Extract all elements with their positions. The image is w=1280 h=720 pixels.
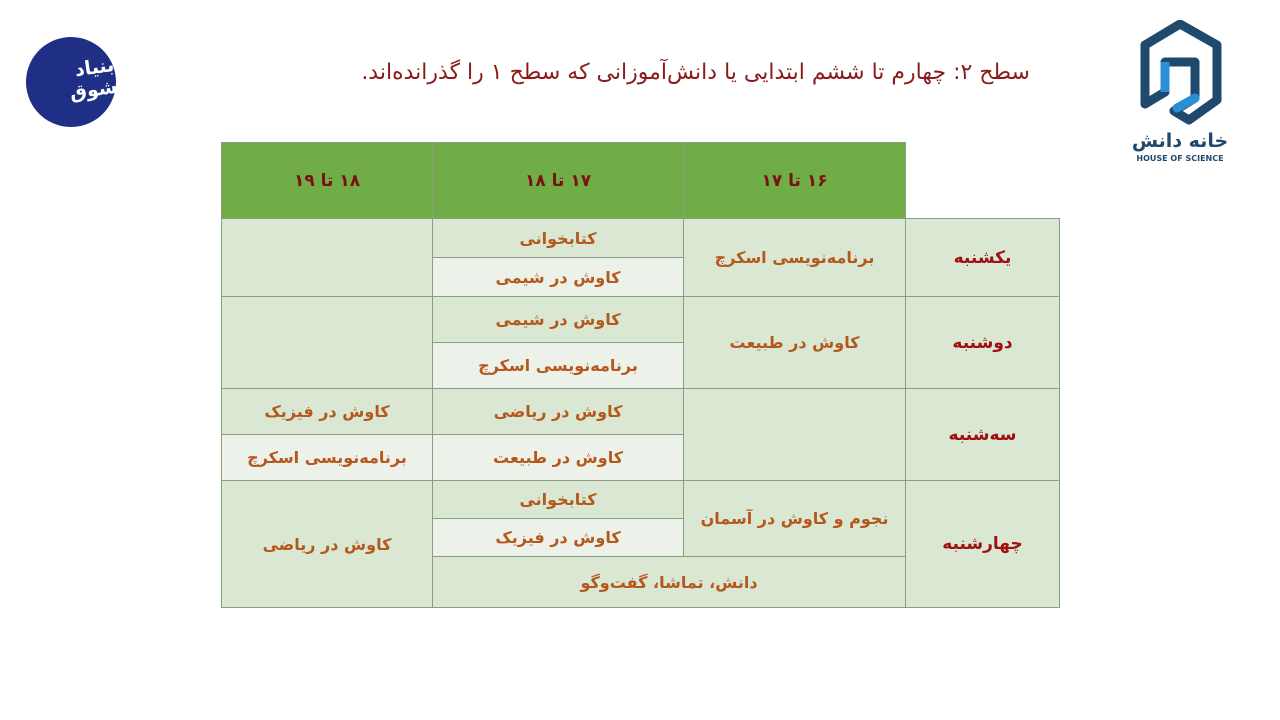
time-header-16-17: ۱۶ تا ۱۷	[683, 142, 906, 219]
bonyad-logo-text: بنیاد شوق	[68, 53, 119, 105]
tuesday-slot3b: برنامه‌نویسی اسکرچ	[221, 434, 433, 481]
day-wednesday: چهارشنبه	[905, 480, 1060, 608]
time-header-17-18: ۱۷ تا ۱۸	[432, 142, 684, 219]
corner-cell	[905, 142, 1059, 218]
logo-english-text: HOUSE OF SCIENCE	[1136, 154, 1224, 163]
tuesday-slot2a: کاوش در ریاضی	[432, 388, 684, 435]
house-icon	[1137, 20, 1223, 128]
schedule-table	[221, 142, 1059, 607]
sunday-slot3-empty	[221, 218, 433, 297]
tuesday-slot2b: کاوش در طبیعت	[432, 434, 684, 481]
bonyad-logo	[20, 31, 122, 133]
monday-slot1: کاوش در طبیعت	[683, 296, 906, 389]
day-monday: دوشنبه	[905, 296, 1060, 389]
sunday-slot2a: کتابخوانی	[432, 218, 684, 258]
wednesday-slot2a: کتابخوانی	[432, 480, 684, 519]
page-title: سطح ۲: چهارم تا ششم ابتدایی یا دانش‌آموزانی که سطح ۱ را گذرانده‌اند.	[361, 60, 1030, 85]
wednesday-slot1-2-combined: دانش، تماشا، گفت‌وگو	[432, 556, 906, 608]
logo-persian-text: خانه دانش	[1131, 130, 1229, 152]
day-tuesday: سه‌شنبه	[905, 388, 1060, 481]
monday-slot2b: برنامه‌نویسی اسکرچ	[432, 342, 684, 389]
monday-slot3-empty	[221, 296, 433, 389]
wednesday-slot2b: کاوش در فیزیک	[432, 518, 684, 557]
tuesday-slot3a: کاوش در فیزیک	[221, 388, 433, 435]
sunday-slot2b: کاوش در شیمی	[432, 257, 684, 297]
house-of-science-logo	[1130, 20, 1230, 180]
tuesday-slot1-empty	[683, 388, 906, 481]
monday-slot2a: کاوش در شیمی	[432, 296, 684, 343]
day-sunday: یکشنبه	[905, 218, 1060, 297]
wednesday-slot1: نجوم و کاوش در آسمان	[683, 480, 906, 557]
wednesday-slot3: کاوش در ریاضی	[221, 480, 433, 608]
time-header-18-19: ۱۸ تا ۱۹	[221, 142, 433, 219]
sunday-slot1: برنامه‌نویسی اسکرچ	[683, 218, 906, 297]
